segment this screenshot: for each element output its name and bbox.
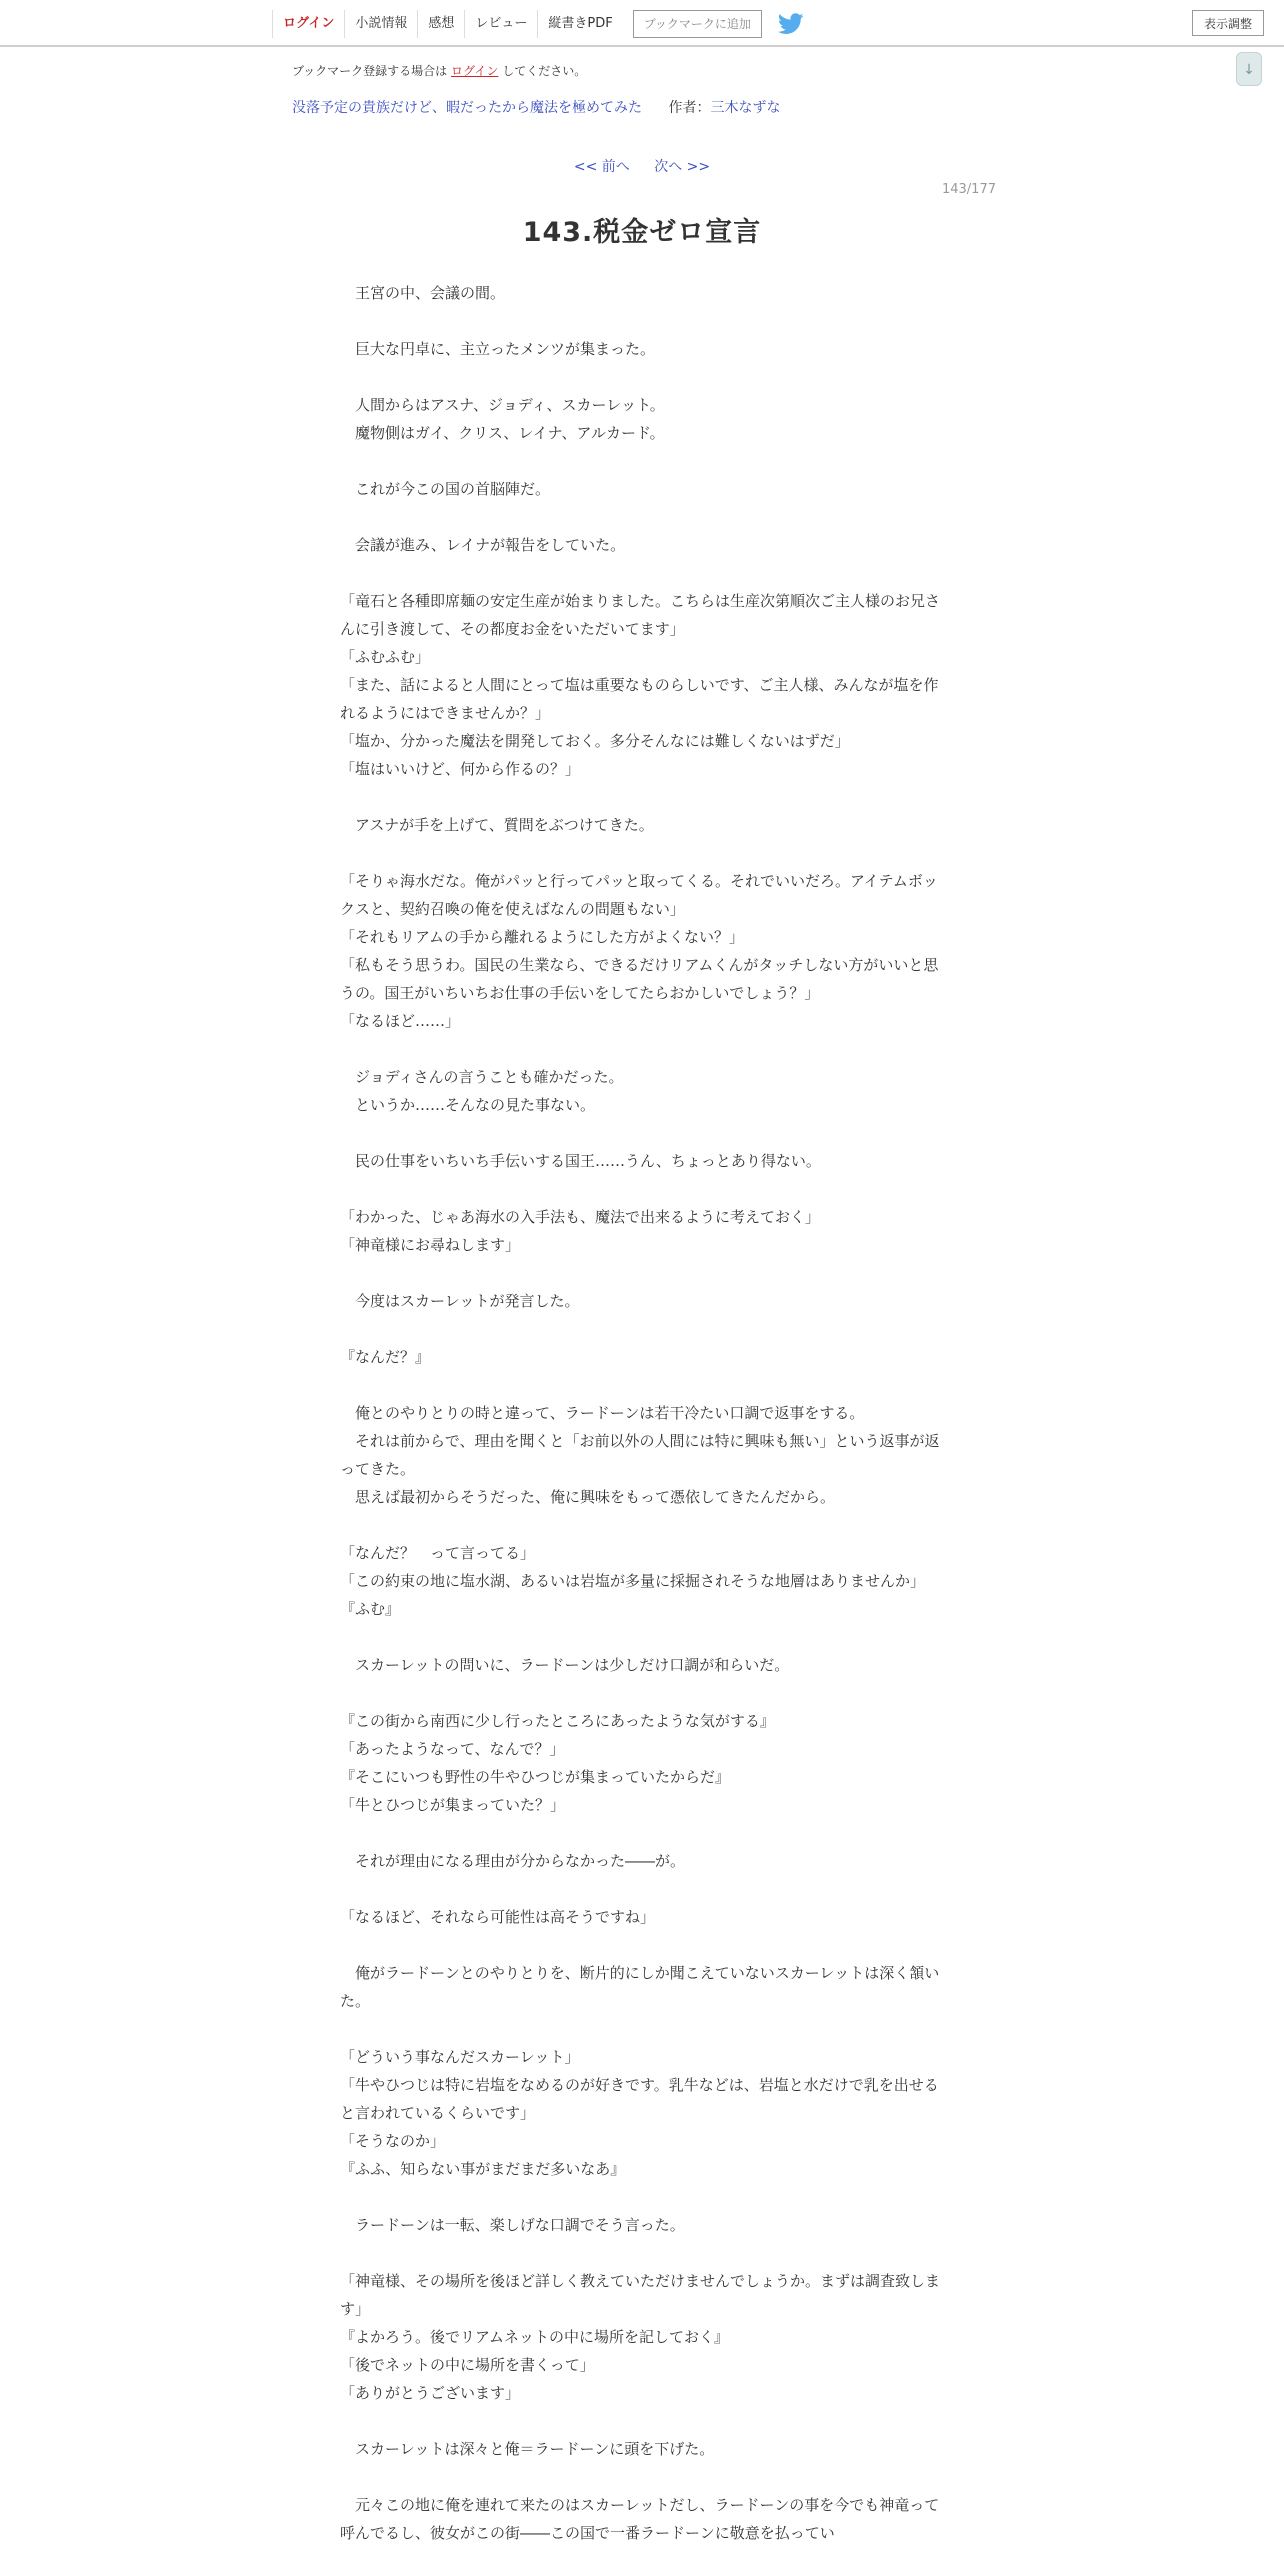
body-paragraph: 「あったようなって、なんで？」: [340, 1740, 565, 1758]
body-paragraph: スカーレットの問いに、ラードーンは少しだけ口調が和らいだ。: [340, 1656, 790, 1674]
body-paragraph: 魔物側はガイ、クリス、レイナ、アルカード。: [340, 424, 665, 442]
blank-line: [340, 1819, 940, 1847]
body-paragraph: 「塩か、分かった魔法を開発しておく。多分そんなには難しくないはずだ」: [340, 732, 850, 750]
twitter-icon[interactable]: [778, 13, 804, 35]
blank-line: [340, 2239, 940, 2267]
next-chapter-link[interactable]: 次へ >>: [654, 159, 711, 175]
blank-line: [340, 2183, 940, 2211]
body-paragraph: ジョディさんの言うことも確かだった。: [340, 1068, 624, 1086]
chapter-body: [340, 279, 940, 2547]
blank-line: [340, 1175, 940, 1203]
body-paragraph: というか……そんなの見た事ない。: [340, 1096, 596, 1114]
chapter-count: 143/177: [941, 182, 996, 197]
body-paragraph: 「竜石と各種即席麺の安定生産が始まりました。こちらは生産次第順次ご主人様のお兄さんに引き渡して、その都度お金をいただいてます」: [340, 592, 941, 638]
blank-line: [340, 783, 940, 811]
bookmark-notice: [292, 62, 586, 79]
login-link[interactable]: ログイン: [272, 10, 344, 38]
body-paragraph: アスナが手を上げて、質問をぶつけてきた。: [340, 816, 654, 834]
body-paragraph: 人間からはアスナ、ジョディ、スカーレット。: [340, 396, 665, 414]
blank-line: [340, 1875, 940, 1903]
bookmark-notice-login-link[interactable]: ログイン: [451, 64, 499, 78]
blank-line: [340, 1679, 940, 1707]
body-paragraph: 『ふふ、知らない事がまだまだ多いなあ』: [340, 2160, 626, 2178]
blank-line: [340, 2407, 940, 2435]
body-paragraph: 会議が進み、レイナが報告をしていた。: [340, 536, 626, 554]
novel-title-link[interactable]: 没落予定の貴族だけど、暇だったから魔法を極めてみた: [292, 100, 642, 116]
blank-line: [340, 1371, 940, 1399]
body-paragraph: 「後でネットの中に場所を書くって」: [340, 2356, 595, 2374]
blank-line: [340, 1035, 940, 1063]
blank-line: [340, 447, 940, 475]
scroll-down-icon[interactable]: ↓: [1236, 52, 1262, 86]
body-paragraph: 『よかろう。後でリアムネットの中に場所を記しておく』: [340, 2328, 729, 2346]
review-link[interactable]: レビュー: [464, 10, 537, 38]
blank-line: [340, 1623, 940, 1651]
body-paragraph: それが理由になる理由が分からなかった――が。: [340, 1852, 686, 1870]
body-paragraph: 「牛やひつじは特に岩塩をなめるのが好きです。乳牛などは、岩塩と水だけで乳を出せると言われているくらいです」: [340, 2076, 939, 2122]
body-paragraph: 「また、話によると人間にとって塩は重要なものらしいです、ご主人様、みんなが塩を作れるようにはできませんか？」: [340, 676, 939, 722]
body-paragraph: 俺とのやりとりの時と違って、ラードーンは若干冷たい口調で返事をする。: [340, 1404, 865, 1422]
top-navigation-bar: [0, 0, 1284, 47]
blank-line: [340, 1511, 940, 1539]
vertical-pdf-link[interactable]: 縦書きPDF: [537, 10, 622, 38]
body-paragraph: 今度はスカーレットが発言した。: [340, 1292, 580, 1310]
body-paragraph: 民の仕事をいちいち手伝いする国王……うん、ちょっとあり得ない。: [340, 1152, 821, 1170]
blank-line: [340, 1119, 940, 1147]
body-paragraph: 『この街から南西に少し行ったところにあったような気がする』: [340, 1712, 775, 1730]
blank-line: [340, 839, 940, 867]
body-paragraph: 「なんだ？ って言ってる」: [340, 1544, 536, 1562]
blank-line: [340, 559, 940, 587]
chapter-pager: [0, 156, 1284, 176]
body-paragraph: 「そうなのか」: [340, 2132, 446, 2150]
author-link[interactable]: 三木なずな: [710, 100, 781, 116]
body-paragraph: 「神竜様にお尋ねします」: [340, 1236, 521, 1254]
body-paragraph: スカーレットは深々と俺＝ラードーンに頭を下げた。: [340, 2440, 715, 2458]
body-paragraph: 「神竜様、その場所を後ほど詳しく教えていただけませんでしょうか。まずは調査致します」: [340, 2272, 941, 2318]
body-paragraph: 「どういう事なんだスカーレット」: [340, 2048, 580, 2066]
novel-header: [292, 97, 780, 117]
blank-line: [340, 363, 940, 391]
body-paragraph: 巨大な円卓に、主立ったメンツが集まった。: [340, 340, 656, 358]
body-paragraph: 「牛とひつじが集まっていた？」: [340, 1796, 566, 1814]
body-paragraph: 「この約束の地に塩水湖、あるいは岩塩が多量に採掘されそうな地層はありませんか」: [340, 1572, 926, 1590]
body-paragraph: 「それもリアムの手から離れるようにした方がよくない？」: [340, 928, 744, 946]
impressions-link[interactable]: 感想: [417, 10, 464, 38]
blank-line: [340, 2463, 940, 2491]
global-nav: [272, 0, 804, 47]
blank-line: [340, 1315, 940, 1343]
bookmark-notice-suffix: してください。: [502, 64, 587, 78]
body-paragraph: ラードーンは一転、楽しげな口調でそう言った。: [340, 2216, 685, 2234]
body-paragraph: 「私もそう思うわ。国民の生業なら、できるだけリアムくんがタッチしない方がいいと思うの。国王がいちいちお仕事の手伝いをしてたらおかしいでしょう？」: [340, 956, 939, 1002]
body-paragraph: 俺がラードーンとのやりとりを、断片的にしか聞こえていないスカーレットは深く頷いた。: [340, 1964, 940, 2010]
body-paragraph: 元々この地に俺を連れて来たのはスカーレットだし、ラードーンの事を今でも神竜って呼んでるし、彼女がこの街――この国で一番ラードーンに敬意を払ってい: [340, 2496, 940, 2542]
blank-line: [340, 307, 940, 335]
body-paragraph: それは前からで、理由を聞くと「お前以外の人間には特に興味も無い」という返事が返ってきた。: [340, 1432, 940, 1478]
body-paragraph: 「わかった、じゃあ海水の入手法も、魔法で出来るように考えておく」: [340, 1208, 821, 1226]
blank-line: [340, 2015, 940, 2043]
body-paragraph: 「なるほど、それなら可能性は高そうですね」: [340, 1908, 656, 1926]
body-paragraph: 「ふむふむ」: [340, 648, 431, 666]
body-paragraph: 『なんだ？』: [340, 1348, 431, 1366]
body-paragraph: 「塩はいいけど、何から作るの？」: [340, 760, 581, 778]
bookmark-notice-text: ブックマーク登録する場合は: [292, 64, 448, 78]
prev-chapter-link[interactable]: << 前へ: [573, 159, 630, 175]
blank-line: [340, 503, 940, 531]
display-settings-button[interactable]: 表示調整: [1192, 10, 1264, 36]
blank-line: [340, 1931, 940, 1959]
body-paragraph: 「そりゃ海水だな。俺がパッと行ってパッと取ってくる。それでいいだろ。アイテムボックスと、契約召喚の俺を使えばなんの問題もない」: [340, 872, 938, 918]
author-label: 作者：: [668, 100, 711, 116]
body-paragraph: これが今この国の首脳陣だ。: [340, 480, 551, 498]
body-paragraph: 『ふむ』: [340, 1600, 401, 1618]
body-paragraph: 『そこにいつも野性の牛やひつじが集まっていたからだ』: [340, 1768, 731, 1786]
body-paragraph: 「なるほど……」: [340, 1012, 461, 1030]
add-bookmark-button[interactable]: ブックマークに追加: [633, 10, 762, 38]
body-paragraph: 「ありがとうございます」: [340, 2384, 521, 2402]
body-paragraph: 思えば最初からそうだった、俺に興味をもって憑依してきたんだから。: [340, 1488, 836, 1506]
chapter-title: 143.税金ゼロ宣言: [522, 217, 762, 248]
body-paragraph: 王宮の中、会議の間。: [340, 284, 506, 302]
blank-line: [340, 1259, 940, 1287]
novel-info-link[interactable]: 小説情報: [344, 10, 417, 38]
